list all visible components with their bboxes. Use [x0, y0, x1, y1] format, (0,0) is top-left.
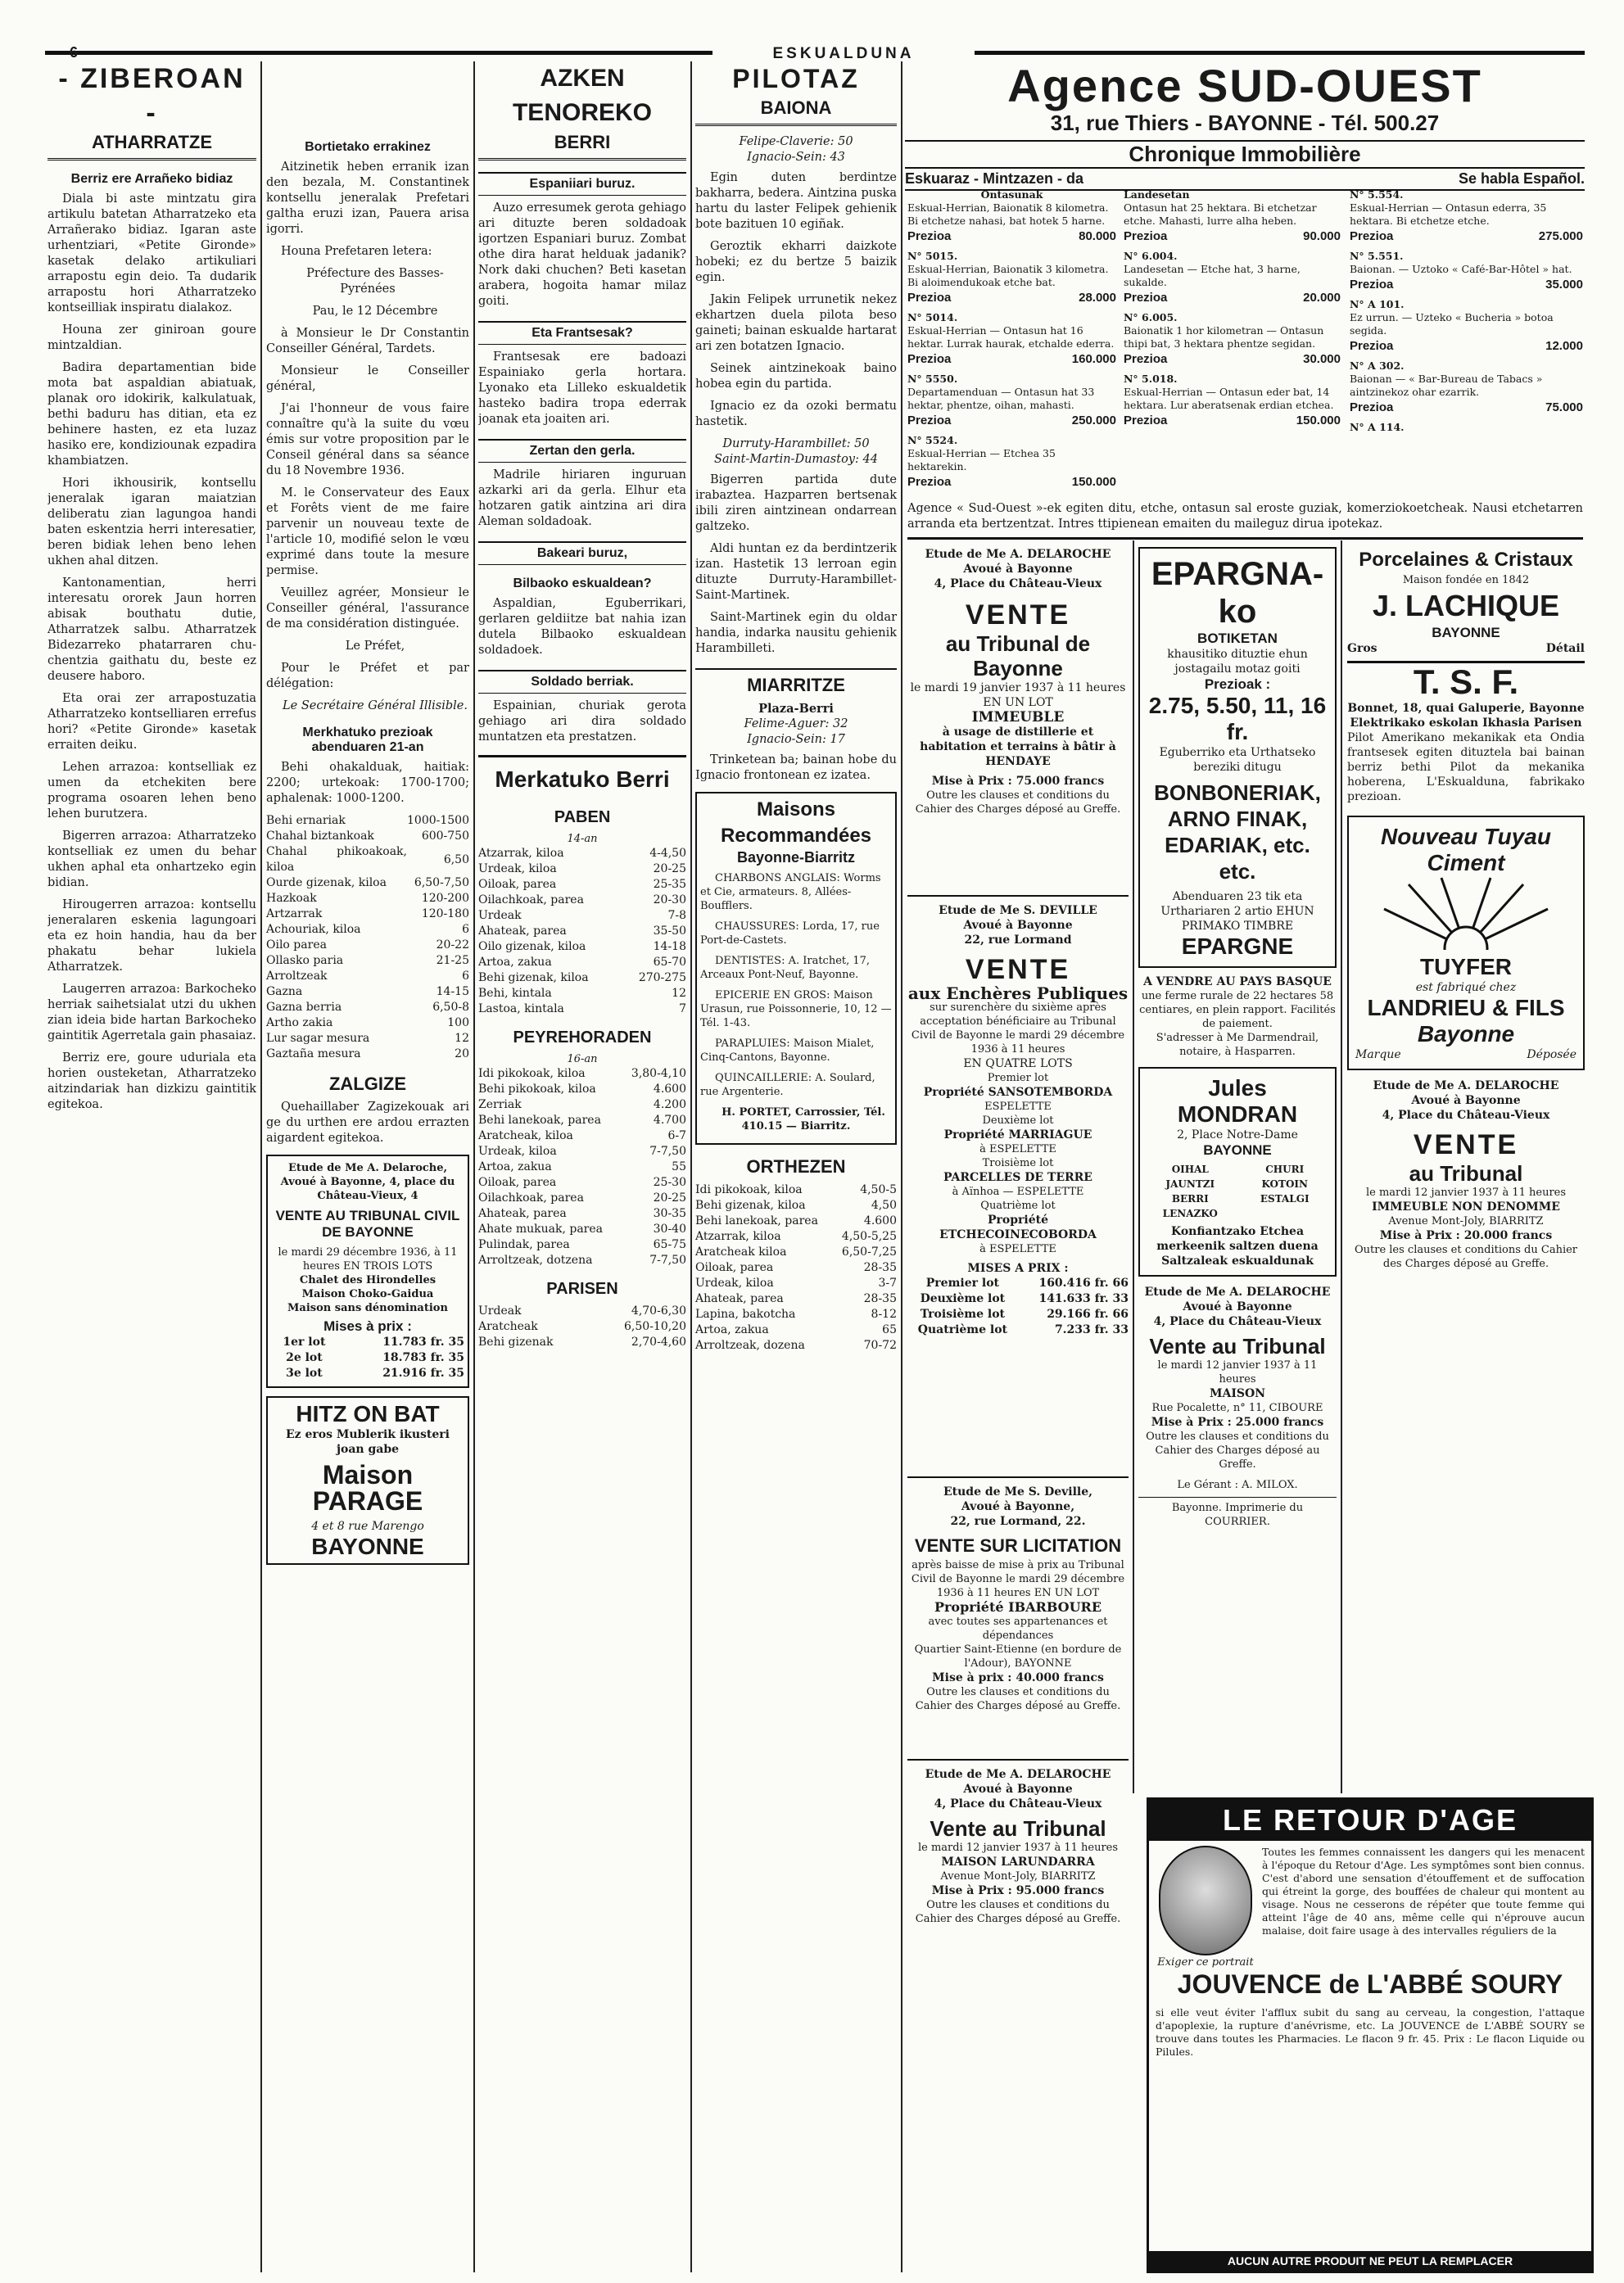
table-row: Artzarrak 120-180: [266, 907, 469, 920]
listing-item: N° 5015. Eskual-Herrian, Baionatik 3 kilometra. Bi aloimendukoak etche bat. Prezioa 28.000: [907, 250, 1116, 305]
ad-shop-name: Jules MONDRAN: [1177, 1075, 1298, 1127]
paragraph: Madrile hiriaren inguruan azkarki ari da gerla. Elhur eta hotzaren gatik aintzina ari dira Aleman soldadoak.: [478, 468, 686, 528]
market-price-table: [478, 1066, 686, 1268]
ad-headline: Porcelaines & Cristaux: [1359, 549, 1573, 571]
ad-epargna: EPARGNA-ko BOTIKETAN khausitiko dituztie ehun jostagailu motaz goiti Prezioak : 2.75, 5.50, 11, 16 fr. Eguberriko eta Urthatseko bereziki ditugu BONBONERIAK, ARNO FINAK, EDARIAK, etc. etc. Abenduaren 23 tik eta Urthariaren 2 artio EHUN PRIMAKO TIMBRE EPARGNE: [1138, 547, 1337, 968]
table-row: Chahal phikoakoak, kiloa 6,50: [266, 845, 469, 874]
ad-headline: HITZ ON BAT: [296, 1401, 440, 1426]
notice-item: Maison sans dénomination: [287, 1302, 448, 1314]
portrait-caption: Exiger ce portrait: [1157, 1956, 1254, 1969]
listing-item: N° 6.005. Baionatik 1 hor kilometran — Ontasun thipi bat, 3 hektara phentze segidan. Prezioa 30.000: [1124, 311, 1341, 366]
listing-item: N° A 302. Baionan — « Bar-Bureau de Tabacs » aintzinekoz ohar ezarrik. Prezioa 75.000: [1350, 359, 1583, 414]
table-row: Atzarrak, kiloa 4-4,50: [478, 847, 686, 860]
table-row: Behi ernariak 1000-1500: [266, 814, 469, 827]
table-row: Idi pikokoak, kiloa 3,80-4,10: [478, 1067, 686, 1080]
section-subtitle: BAIONA: [695, 97, 897, 126]
paragraph: Veuillez agréer, Monsieur le Conseiller général, l'assurance de ma considération distinguée.: [266, 586, 469, 631]
paragraph: Bigerren partida dute irabaztea. Hazparren bertsenak ibili ziren aintzinean ondarrean galtzeko.: [695, 473, 897, 533]
listing-column: [1350, 188, 1583, 434]
table-row: Lapina, bakotcha 8-12: [695, 1308, 897, 1321]
table-row: Chahal biztankoak 600-750: [266, 830, 469, 843]
paragraph: Egin duten berdintze bakharra, bedera. Aintzina puska hartu du laster Felipek gehienik bote bazituen 10 egiñak.: [695, 171, 897, 231]
table-row: Oiloak, parea 28-35: [695, 1261, 897, 1274]
paragraph: Seinek aintzinekoak baino hobea egin du partida.: [695, 362, 897, 391]
column-rule: [690, 61, 692, 2272]
listing-item: N° 5524. Eskual-Herrian — Etchea 35 hektarekin. Prezioa 150.000: [907, 434, 1116, 489]
ad-product-name: JOUVENCE de L'ABBÉ SOURY: [1177, 1969, 1563, 1999]
ad-address: 4 et 8 rue Marengo: [311, 1520, 424, 1533]
ad-shop-name: J. LACHIQUE: [1372, 589, 1560, 622]
paragraph: M. le Conservateur des Eaux et Forêts vient de me faire parvenir un nouveau texte de l'article 10, modifié selon le vœu exprimé dans toute la mesure permise.: [266, 486, 469, 577]
market-location: ORTHEZEN: [746, 1156, 846, 1177]
table-row: Urdeak, kiloa 3-7: [695, 1277, 897, 1290]
notice-title: A VENDRE AU PAYS BASQUE: [1143, 975, 1332, 988]
table-row: 3e lot 21.916 fr. 35: [286, 1367, 464, 1380]
market-price-table: [266, 813, 469, 1062]
paragraph: Le Préfet,: [345, 640, 405, 653]
ad-entry: DENTISTES: A. Iratchet, 17, Arceaux Pont-Neuf, Bayonne.: [700, 955, 871, 981]
right-column-2: Porcelaines & Cristaux Maison fondée en 1842 J. LACHIQUE BAYONNE Gros Détail T. S. F. Bonnet, 18, quai Galuperie, Bayonne Elektrikako eskolan Ikhasia Parisen Pilot Amerikano mekanikak eta Ondia frantsesek egiten dituztela bai bainan berriz bethi Pilot da mekanika hoberena, L'Eskualduna, fabrikako prezioan. Nouveau Tuyau Ciment TUYFER est fabriqué chez LANDRIEU & FILS Bayonne Marque Déposée Etude de Me A. DELAROCHE Avoué à Bayonne 4, Place du Château-Vieux VENTE au Tribunal le mardi 12 janvier 1937 à 11 heures IMMEUBLE NON DENOMME Avenue Mont-Joly, BIARRITZ Mise à Prix : 20.000 francs Outre les clauses et conditions du Cahier des Charges déposé au Greffe.: [1347, 549, 1585, 1270]
table-row: Behi gizenak 2,70-4,60: [478, 1336, 686, 1349]
table-row: Behi, kintala 12: [478, 987, 686, 1000]
table-row: Ahateak, parea 30-35: [478, 1207, 686, 1220]
paragraph: Quehaillaber Zagizekouak ari ge du urthen ere ardou errazten aigardent egitekoa.: [266, 1101, 469, 1145]
paragraph: Auzo erresumek gerota gehiago ari dituzte beren soldadoak igortzen Espaniari buruz. Zombat othe dira harat helduak jadanik? Nork daki chuchen? Beti kasetan arabera, hogoita hamar milaz goiti.: [478, 201, 686, 308]
ad-entry: H. PORTET, Carrossier, Tél. 410.15 — Biarritz.: [722, 1106, 885, 1132]
ad-headline: EPARGNA-ko: [1151, 556, 1324, 630]
table-row: Behi pikokoak, kiloa 4.600: [478, 1083, 686, 1096]
article-heading: Bakeari buruz,: [478, 541, 686, 565]
listing-item: N° 5014. Eskual-Herrian — Ontasun hat 16 hektar. Lurrak haurak, etchalde ederra. Prezioa 160.000: [907, 311, 1116, 366]
listing-item: N° 6.004. Landesetan — Etche hat, 3 harne, sukalde. Prezioa 20.000: [1124, 250, 1341, 305]
table-row: Urdeak 4,70-6,30: [478, 1304, 686, 1318]
table-row: Atzarrak, kiloa 4,50-5,25: [695, 1230, 897, 1243]
agency-languages: [905, 169, 1585, 191]
table-row: Premier lot 160.416 fr. 66: [925, 1277, 1129, 1290]
article-heading: Zertan den gerla.: [478, 439, 686, 463]
table-row: Pulindak, parea 65-75: [478, 1238, 686, 1251]
table-row: Urdeak, kiloa 7-7,50: [478, 1145, 686, 1158]
section-miarritze: MIARRITZE: [695, 668, 897, 696]
column-rule: [1133, 540, 1134, 1793]
article-heading: Bilbaoko eskualdean?: [513, 576, 652, 590]
paragraph: J'ai l'honneur de vous faire connaître qu'à la suite du vœu émis sur votre proposition par le Conseil général dans sa séance du 18 Novembre 1936.: [266, 402, 469, 477]
section-subtitle: ATHARRATZE: [47, 132, 256, 160]
paragraph: Espainian, churiak gerota gehiago ari dira soldado muntatzen eta prestatzen.: [478, 699, 686, 744]
table-row: Urdeak 7-8: [478, 909, 686, 922]
table-row: Arroltzeak, dozena 70-72: [695, 1339, 897, 1352]
legal-notice-ibarboure: Etude de Me S. Deville, Avoué à Bayonne, 22, rue Lormand, 22. VENTE SUR LICITATION après baisse de mise à prix au Tribunal Civil de Bayonne le mardi 29 décembre 1936 à 11 heures EN UN LOT Propriété IBARBOURE avec toutes ses appartenances et dépendances Quartier Saint-Etienne (en bordure de l'Adour), BAYONNE Mise à prix : 40.000 francs Outre les clauses et conditions du Cahier des Charges déposé au Greffe.: [907, 1470, 1129, 1713]
paragraph: Pour le Préfet et par délégation:: [266, 662, 469, 690]
table-row: Achouriak, kiloa 6: [266, 923, 469, 936]
ad-entry: CHARBONS ANGLAIS: Worms et Cie, armateurs. 8, Allées-Boufflers.: [700, 872, 881, 912]
column-pilotaz: [695, 61, 897, 2272]
table-row: Gaztaña mesura 20: [266, 1047, 469, 1060]
lang-right: Se habla Español.: [1458, 170, 1585, 187]
ad-headline: Maisons Recommandées: [720, 798, 872, 847]
sunburst-icon: [1376, 876, 1556, 950]
table-row: Deuxième lot 141.633 fr. 33: [920, 1292, 1129, 1305]
paragraph: Laugerren arrazoa: Barkocheko herriak saihetsialat utzi du ukhen zian ideia bide hartan Barkocheko gaintitik Agerretala gain phasaiaz.: [47, 983, 256, 1042]
table-row: Idi pikokoak, kiloa 4,50-5: [695, 1183, 897, 1196]
column-ziberoan: [47, 61, 256, 2272]
ad-entry: PARAPLUIES: Maison Mialet, Cinq-Cantons, Bayonne.: [700, 1038, 875, 1064]
right-column-1: EPARGNA-ko BOTIKETAN khausitiko dituztie ehun jostagailu motaz goiti Prezioak : 2.75, 5.50, 11, 16 fr. Eguberriko eta Urthatseko bereziki ditugu BONBONERIAK, ARNO FINAK, EDARIAK, etc. etc. Abenduaren 23 tik eta Urthariaren 2 artio EHUN PRIMAKO TIMBRE EPARGNE A VENDRE AU PAYS BASQUE une ferme rurale de 22 hectares 58 centiares, en plein rapport. Facilités de paiement. S'adresser à Me Darmendrail, notaire, à Hasparren. Jules MONDRAN 2, Place Notre-Dame BAYONNE OIHAL JAUNTZI BERRI LENAZKO CHURI KOTOIN ESTALGI Konfiantzako Etchea merkeenik saltzen duena Saltzaleak eskualdunak Etude de Me A. DELAROCHE Avoué à Bayonne 4, Place du Château-Vieux Vente au Tribunal le mardi 12 janvier 1937 à 11 heures MAISON Rue Pocalette, n° 11, CIBOURE Mise à Prix : 25.000 francs Outre les clauses et conditions du Cahier des Charges déposé au Greffe. Le Gérant : A. MILOX. Bayonne. Imprimerie du COURRIER.: [1138, 547, 1337, 1529]
paragraph: Houna Prefetaren letera:: [281, 245, 432, 258]
market-heading: Merkhatuko prezioak abenduaren 21-an: [302, 726, 433, 754]
table-row: Ahate mukuak, parea 30-40: [478, 1223, 686, 1236]
listing-item: N° 5.554. Eskual-Herrian — Ontasun ederra, 35 hektara. Bi etchetze etche. Prezioa 275.000: [1350, 188, 1583, 243]
legal-notice-hendaye: Etude de Me A. DELAROCHE Avoué à Bayonne 4, Place du Château-Vieux VENTE au Tribunal de Bayonne le mardi 19 janvier 1937 à 11 heures EN UN LOT IMMEUBLE à usage de distillerie et habitation et terrains à bâtir à HENDAYE Mise à Prix : 75.000 francs Outre les clauses et conditions du Cahier des Charges déposé au Greffe.: [907, 547, 1129, 816]
table-row: Ollasko paria 21-25: [266, 954, 469, 967]
column-rule: [901, 61, 902, 2272]
table-row: Oiloak, parea 25-30: [478, 1176, 686, 1189]
paragraph: Bigerren arrazoa: Atharratzeko kontselliak ez umen du behar ukhen aphal eta onhartzeko egin bidian.: [47, 830, 256, 889]
table-row: Oilo parea 20-22: [266, 938, 469, 952]
table-row: Hazkoak 120-200: [266, 892, 469, 905]
table-row: Gazna 14-15: [266, 985, 469, 998]
match-score: Ignacio-Sein: 43: [747, 151, 845, 164]
table-row: Lastoa, kintala 7: [478, 1002, 686, 1015]
section-title: AZKEN TENOREKO: [512, 65, 652, 126]
notice-head: Etude de Me A. Delaroche, Avoué à Bayonne, 4, place du Château-Vieux, 4: [280, 1162, 455, 1202]
paragraph: Saint-Martinek egin du oldar handia, indarka nausitu gehienik Harambilleti.: [695, 611, 897, 655]
column-azken-tenoreko: [478, 61, 686, 2272]
legal-notice-espelette: Etude de Me S. DEVILLE Avoué à Bayonne 22, rue Lormand VENTE aux Enchères Publiques sur surenchère du sixième après acceptation bénéficiaire au Tribunal Civil de Bayonne le mardi 29 décembre 1936 à 11 heures EN QUATRE LOTS Premier lot Propriété SANSOTEMBORDA ESPELETTE Deuxième lot Propriété MARRIAGUE à ESPELETTE Troisième lot PARCELLES DE TERRE à Aïnhoa — ESPELETTE Quatrième lot Propriété ETCHECOINECOBORDA à ESPELETTE MISES A PRIX : Premier lot 160.416 fr. 66 Deuxième lot 141.633 fr. 33 Troisième lot 29.166 fr. 66 Quatrième lot 7.233 fr. 33: [907, 888, 1129, 1338]
match-score: Felipe-Claverie: 50: [739, 135, 853, 148]
agency-footer: Agence « Sud-Ouest »-ek egiten ditu, etche, ontasun sal eroste guziak, komerziokoetcheak. Nausi etchetarren arranda eta bertzentzat. Intres ttipienean emaiten du maileguz dirua ipotekaz.: [907, 501, 1583, 540]
paragraph: Aspaldian, Eguberrikari, gerlaren geldiitze bat nahia izan dutela Bilbaoko eskualdean soldadoek.: [478, 597, 686, 657]
market-price-table: [478, 1304, 686, 1350]
table-row: Ourde gizenak, kiloa 6,50-7,50: [266, 876, 469, 889]
table-row: Ahateak, parea 35-50: [478, 925, 686, 938]
column-rule: [1341, 540, 1342, 1793]
column-rule: [473, 61, 475, 2272]
table-row: Behi gizenak, kiloa 4,50: [695, 1199, 897, 1212]
notice-item: Chalet des Hirondelles: [299, 1274, 437, 1286]
table-row: Arroltzeak 6: [266, 970, 469, 983]
notice-title: VENTE SUR LICITATION: [914, 1535, 1122, 1556]
table-row: 1er lot 11.783 fr. 35: [283, 1336, 464, 1349]
ad-mondran: Jules MONDRAN 2, Place Notre-Dame BAYONNE OIHAL JAUNTZI BERRI LENAZKO CHURI KOTOIN ESTALGI Konfiantzako Etchea merkeenik saltzen duena Saltzaleak eskualdunak: [1138, 1067, 1337, 1277]
article-heading: Bortietako errakinez: [305, 140, 431, 154]
table-row: Behi lanekoak, parea 4.700: [478, 1114, 686, 1127]
agency-chronique: Chronique Immobilière: [905, 140, 1585, 169]
section-zalgize: ZALGIZE: [328, 1074, 407, 1094]
section-title: - ZIBEROAN -: [58, 63, 246, 129]
paragraph: Kantonamentian, herri interesatu ororek Jaun horren abisak bouthatu dutie, Atharratzek salbu. Atharratzek Bidezarreko phatarraren chu-chentzia gaithatu du, beste ez deusere haboro.: [47, 576, 256, 683]
lot-price-table: [907, 1276, 1129, 1338]
match-score: Saint-Martin-Dumastoy: 44: [714, 453, 878, 466]
article-heading: Eta Frantsesak?: [478, 321, 686, 345]
ad-subline: Bayonne-Biarritz: [736, 849, 856, 866]
table-row: Behi lanekoak, parea 4.600: [695, 1214, 897, 1227]
paragraph: Monsieur le Conseiller général,: [266, 364, 469, 393]
paragraph: Geroztik ekharri daizkote hobeki; ez du bertze 5 baizik egin.: [695, 240, 897, 284]
ad-shop-name: LANDRIEU & FILS: [1367, 995, 1565, 1020]
paragraph: à Monsieur le Dr Constantin Conseiller Général, Tardets.: [266, 327, 469, 355]
table-row: Oilachkoak, parea 20-30: [478, 893, 686, 906]
section-title: PILOTAZ: [732, 64, 860, 93]
market-price-table: [478, 846, 686, 1017]
paragraph: Jakin Felipek urrunetik nekez ekhartzen duela pilota beso gaineti; bainan eskualde hartarat ari zen botatzen Ignacio.: [695, 293, 897, 353]
venue: Plaza-Berri: [758, 702, 834, 716]
paragraph: Aldi huntan ez da berdintzerik izan. Hastetik 13 lerroan egin dituzte Durruty-Harambillet-Saint-Martinek.: [695, 542, 897, 602]
ad-body-text: Toutes les femmes connaissent les dangers qui les menacent à l'époque du Retour d'Age. Les symptômes sont bien connus. C'est d'abord une sensation d'étouffement et de suffocation qui étreint la gorge, des bouffées de chaleur qui montent au visage. Nous ne cesserons de répéter que toute femme qui atteint l'âge de 40 ans, même celle qui n'éprouve aucun malaise, doit faire usage à des intervalles réguliers de la: [1262, 1846, 1585, 1937]
ad-agence-sud-ouest: [905, 61, 1585, 191]
table-row: Ahateak, parea 28-35: [695, 1292, 897, 1305]
table-row: Artho zakia 100: [266, 1016, 469, 1029]
abbe-portrait-icon: [1159, 1846, 1252, 1955]
notice-date: le mardi 29 décembre 1936, à 11 heures EN TROIS LOTS: [278, 1246, 458, 1273]
paragraph: Diala bi aste mintzatu gira artikulu batetan Atharratzeko eta Arrañerako bidiaz. Igaran aste urhentziari, «Petite Gironde» kasetak delako artikuliari arrapostu egin deio. Ta dudarik arrapostu hori Atharratzeko kontseilliak inspiratu dialakoz.: [47, 192, 256, 314]
ad-headline: Nouveau Tuyau Ciment: [1381, 824, 1551, 875]
paragraph: Lehen arrazoa: kontselliak ez umen da etchekiten bere programa osoaren lehen beno lehen burutzera.: [47, 761, 256, 821]
market-price-table: [695, 1182, 897, 1354]
ad-body-text: si elle veut éviter l'afflux subit du sang au cerveau, la congestion, l'attaque d'apoplexie, la rupture d'anévrisme, etc. La JOUVENCE de L'ABBÉ SOURY se trouve dans toutes les Pharmacies. Le flacon 9 fr. 45. Prix : Le flacon Liquide ou Pilules.: [1156, 2006, 1585, 2058]
table-row: Behi gizenak, kiloa 270-275: [478, 971, 686, 984]
paragraph: Préfecture des Basses-Pyrénées: [306, 267, 444, 296]
ad-entry: CHAUSSURES: Lorda, 17, rue Port-de-Castets.: [700, 920, 880, 947]
table-row: Artoa, zakua 65-70: [478, 956, 686, 969]
table-row: Quatrième lot 7.233 fr. 33: [917, 1323, 1129, 1336]
table-row: Aratcheak 6,50-10,20: [478, 1320, 686, 1333]
paragraph: Ignacio ez da ozoki bermatu hastetik.: [695, 400, 897, 428]
ad-subline: Ez eros Mublerik ikusteri joan gabe: [286, 1428, 450, 1456]
agency-address: 31, rue Thiers - BAYONNE - Tél. 500.27: [1050, 111, 1440, 135]
table-row: Zerriak 4.200: [478, 1098, 686, 1111]
paragraph: Hori ikhousirik, kontsellu jeneralak igaran maiatzian deliberatu zian lagungoa handi baten eskentzia herri interesatier, beren bidiak lehen beno lehen ukhen ahal ditzen.: [47, 477, 256, 567]
column-bortietako: [266, 61, 469, 2272]
notice-title: VENTE: [965, 954, 1071, 985]
article-heading: Espaniiari buruz.: [478, 172, 686, 196]
market-location: PABEN: [554, 808, 611, 826]
notice-title: Vente au Tribunal: [1149, 1334, 1326, 1358]
listing-item: Landesetan Ontasun hat 25 hektara. Bi etchetzar etche. Mahasti, lurre alha heben. Prezioa 90.000: [1124, 188, 1341, 243]
paragraph: Pau, le 12 Décembre: [312, 305, 438, 318]
ad-footer: AUCUN AUTRE PRODUIT NE PEUT LA REMPLACER: [1149, 2251, 1591, 2271]
agency-title: Agence SUD-OUEST: [1007, 60, 1482, 111]
ad-parage: [266, 1396, 469, 1565]
masthead: ESKUALDUNA: [712, 45, 975, 63]
paragraph: Hirougerren arrazoa: kontsellu jeneralaren eskenia lagungoari eta ez hoin handia, hau da ber phakatu behar lukiela Atharratzek.: [47, 898, 256, 974]
legal-notice-delaroche: [266, 1155, 469, 1388]
notice-title: VENTE AU TRIBUNAL CIVIL DE BAYONNE: [275, 1208, 460, 1240]
paragraph: Trinketean ba; bainan hobe du Ignacio frontonean ez izatea.: [695, 753, 897, 782]
market-date: 14-an: [567, 833, 598, 845]
paragraph: Frantsesak ere badoazi Espainiako gerla hortara. Lyonako eta Lilleko eskualdetik hasteko badira tropa ederrak joanak eta joaiten ari.: [478, 350, 686, 426]
ad-shop-name: Maison PARAGE: [312, 1460, 423, 1516]
market-intro: Behi ohakalduak, haitiak: 2200; urtekoak: 1700-1700; aphalenak: 1000-1200.: [266, 761, 469, 805]
listing-item: N° A 101. Ez urrun. — Uzteko « Bucheria » botoa segida. Prezioa 12.000: [1350, 298, 1583, 353]
paragraph: Le Secrétaire Général Illisible.: [283, 699, 468, 712]
paragraph: Houna zer giniroan goure mintzaldian.: [47, 323, 256, 352]
table-row: Oilo gizenak, kiloa 14-18: [478, 940, 686, 953]
notice-mises: Mises à prix :: [323, 1318, 412, 1334]
market-title: Merkatuko Berri: [478, 755, 686, 797]
table-row: Arroltzeak, dotzena 7-7,50: [478, 1254, 686, 1267]
lang-left: Eskuaraz - Mintzazen - da: [905, 170, 1084, 187]
article-heading: Berriz ere Arrañeko bidiaz: [70, 172, 233, 186]
column-rule: [260, 61, 262, 2272]
ad-entry: QUINCAILLERIE: A. Soulard, rue Argenterie.: [700, 1072, 875, 1098]
table-row: Urdeak, kiloa 20-25: [478, 862, 686, 875]
listing-item: N° 5.018. Eskual-Herrian — Ontasun eder bat, 14 hektara. Lur aberatsenak erdian etchea. Prezioa 150.000: [1124, 373, 1341, 427]
table-row: Troisième lot 29.166 fr. 66: [920, 1308, 1129, 1321]
ad-tuyfer: Nouveau Tuyau Ciment TUYFER est fabriqué chez LANDRIEU & FILS Bayonne Marque Déposée: [1347, 816, 1585, 1070]
paragraph: Aitzinetik heben erranik izan den bezala, M. Constantinek kontsellu jeneralak Prefetari galtha eruzi izan, Pauera arisa igorri.: [266, 160, 469, 236]
listing-item: N° A 114.: [1350, 421, 1405, 433]
legal-notice-larundarra: Etude de Me A. DELAROCHE Avoué à Bayonne 4, Place du Château-Vieux Vente au Tribunal le mardi 12 janvier 1937 à 11 heures MAISON LARUNDARRA Avenue Mont-Joly, BIARRITZ Mise à Prix : 95.000 francs Outre les clauses et conditions du Cahier des Charges déposé au Greffe.: [907, 1752, 1129, 1926]
listing-item: Ontasunak Eskual-Herrian, Baionatik 8 kilometra. Bi etchetze nahasi, bat hotek 5 harne. Prezioa 80.000: [907, 188, 1116, 243]
ad-retour-dage: [1147, 1797, 1594, 2273]
table-row: Artoa, zakua 65: [695, 1323, 897, 1336]
ad-headline: T. S. F.: [1347, 661, 1585, 701]
notice-title: VENTE: [1413, 1129, 1519, 1160]
match-score: Ignacio-Sein: 17: [747, 733, 845, 746]
listing-item: N° 5550. Departamenduan — Ontasun hat 33 hektar, phentze, oihan, mahasti. Prezioa 250.000: [907, 373, 1116, 427]
ad-entry: EPICERIE EN GROS: Maison Urasun, rue Poissonnerie, 10, 12 — Tél. 1-43.: [700, 989, 892, 1029]
ad-maisons-recommandees: [695, 792, 897, 1145]
table-row: Lur sagar mesura 12: [266, 1032, 469, 1045]
table-row: Gazna berria 6,50-8: [266, 1001, 469, 1014]
match-score: Durruty-Harambillet: 50: [722, 437, 870, 450]
table-row: Aratcheak, kiloa 6-7: [478, 1129, 686, 1142]
notice-item: Maison Choko-Gaidua: [301, 1288, 434, 1300]
market-date: 16-an: [567, 1053, 598, 1065]
market-location: PEYREHORADEN: [513, 1028, 652, 1047]
market-location: PARISEN: [546, 1280, 618, 1298]
table-row: Oiloak, parea 25-35: [478, 878, 686, 891]
table-row: Artoa, zakua 55: [478, 1160, 686, 1173]
article-heading: Soldado berriak.: [478, 670, 686, 694]
section-subtitle: BERRI: [478, 132, 686, 160]
notice-title: VENTE: [965, 599, 1071, 631]
paragraph: Badira departamentian bide mota bat aspaldian abiatuak, planak oro idokirik, kalkulatuak, bethi baduru has ditian, eta ez behinere hasten, ez eta luzaz hasiko ere, kondiziounak ezpadira khambiatzen.: [47, 361, 256, 468]
match-score: Felime-Aguer: 32: [744, 717, 848, 730]
listing-column: [907, 188, 1116, 495]
table-row: Oilachkoak, parea 20-25: [478, 1191, 686, 1205]
ad-city: BAYONNE: [311, 1534, 424, 1559]
table-row: Aratcheak kiloa 6,50-7,25: [695, 1245, 897, 1259]
paragraph: Berriz ere, goure uduriala eta horien ousteketan, Atharratzeko aitzindariak han dizkizu gaintitik egitekoa.: [47, 1051, 256, 1111]
listing-item: N° 5.551. Baionan. — Uztoko « Café-Bar-Hôtel » hat. Prezioa 35.000: [1350, 250, 1583, 292]
page-number: 6: [70, 44, 79, 61]
notice-title: Vente au Tribunal: [930, 1816, 1106, 1841]
listing-column: [1124, 188, 1341, 434]
ad-headline: LE RETOUR D'AGE: [1149, 1800, 1591, 1841]
lot-price-table: [271, 1335, 464, 1381]
table-row: 2e lot 18.783 fr. 35: [286, 1351, 464, 1364]
paragraph: Eta orai zer arrapostuzatia Atharratzeko kontselliaren errefus hori? «Petite Gironde» kasetak erraiten deiku.: [47, 692, 256, 752]
